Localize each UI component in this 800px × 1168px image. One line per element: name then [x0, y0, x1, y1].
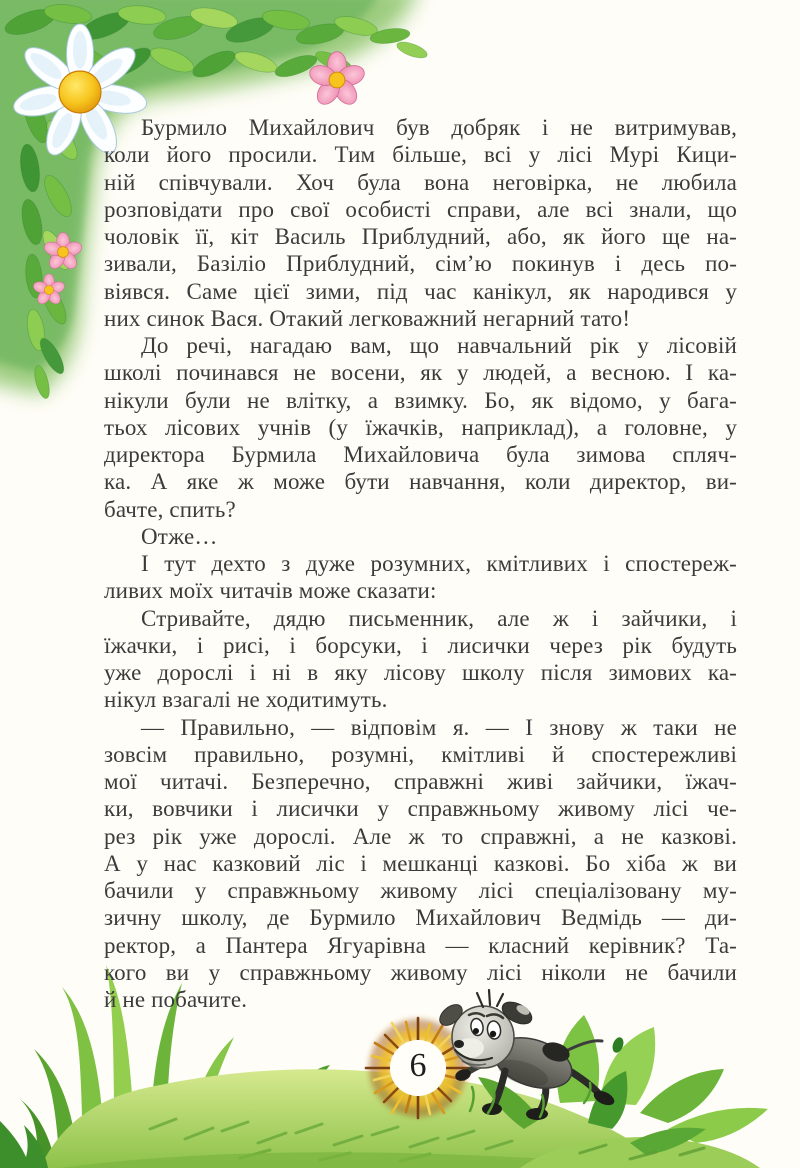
text-line: уже дорослі і ні в яку лісову школу після зимових ка- [104, 660, 737, 685]
text-line: ка. А яке ж може бути навчання, коли директор, ви- [104, 469, 737, 495]
story-text [104, 114, 737, 1013]
text-line: розповідати про свої особисті справи, але всі знали, що [104, 196, 737, 222]
text-line: них синок Вася. Отакий легковажний негарний тато! [104, 305, 631, 331]
text-line: й не побачите. [104, 987, 248, 1012]
text-line: віявся. Саме цієї зими, під час канікул, як народився у [104, 278, 737, 304]
text-line: ки, вовчики і лисички у справжньому живому лісі че- [104, 796, 737, 822]
text-line: мої читачі. Безперечно, справжні живі зайчики, їжач- [104, 769, 737, 794]
text-line: бачили у справжньому живому лісі спеціалізовану му- [104, 878, 737, 903]
text-line: ливих моїх читачів може сказати: [104, 578, 437, 604]
text-line: коли його просили. Тим більше, всі у лісі Мурі Кици- [104, 142, 737, 168]
text-line: До речі, нагадаю вам, що навчальний рік у лісовій [141, 333, 737, 358]
text-line: А у нас казковий ліс і мешканці казкові. Бо хіба ж ви [104, 850, 737, 876]
text-line: Бурмило Михайлович був добряк і не витримував, [141, 115, 737, 140]
text-line: Стривайте, дядю письменник, але ж і зайчики, і [141, 605, 737, 631]
text-line: ректор, а Пантера Ягуарівна — класний керівник? Та- [104, 932, 737, 958]
text-line: Отже… [141, 523, 218, 549]
text-line: чоловік її, кіт Василь Приблудний, або, як його ще на- [104, 224, 737, 249]
text-line: школі починався не восени, як у людей, а весною. І ка- [104, 360, 737, 386]
text-line: рез рік уже дорослі. Але ж то справжні, а не казкові. [104, 823, 737, 849]
text-line: бачте, спить? [104, 496, 236, 522]
text-line: директора Бурмила Михайловича була зимова спляч- [104, 442, 737, 467]
text-line: кого ви у справжньому живому лісі ніколи не бачили [104, 959, 737, 985]
text-line: нікул взагалі не ходитимуть. [104, 687, 388, 713]
text-line: їжачки, і рисі, і борсуки, і лисички через рік будуть [104, 632, 737, 658]
text-line: тьох лісових учнів (у їжачків, наприклад), а головне, у [104, 414, 737, 440]
text-line: ній співчували. Хоч була вона неговірка, не любила [104, 169, 737, 195]
page-number: 6 [409, 1047, 427, 1084]
text-line: нікули були не влітку, а взимку. Бо, як відомо, у бага- [104, 387, 737, 413]
text-line: І тут дехто з дуже розумних, кмітливих і спостереж- [141, 551, 737, 576]
text-line: зивали, Базіліо Приблудний, сім’ю покинув і десь по- [104, 251, 737, 277]
text-line: зичну школу, де Бурмило Михайлович Ведмідь — ди- [104, 905, 737, 931]
text-line: — Правильно, — відповім я. — І знову ж таки не [141, 714, 737, 740]
text-line: зовсім правильно, розумні, кмітливі й спостережливі [104, 741, 737, 767]
